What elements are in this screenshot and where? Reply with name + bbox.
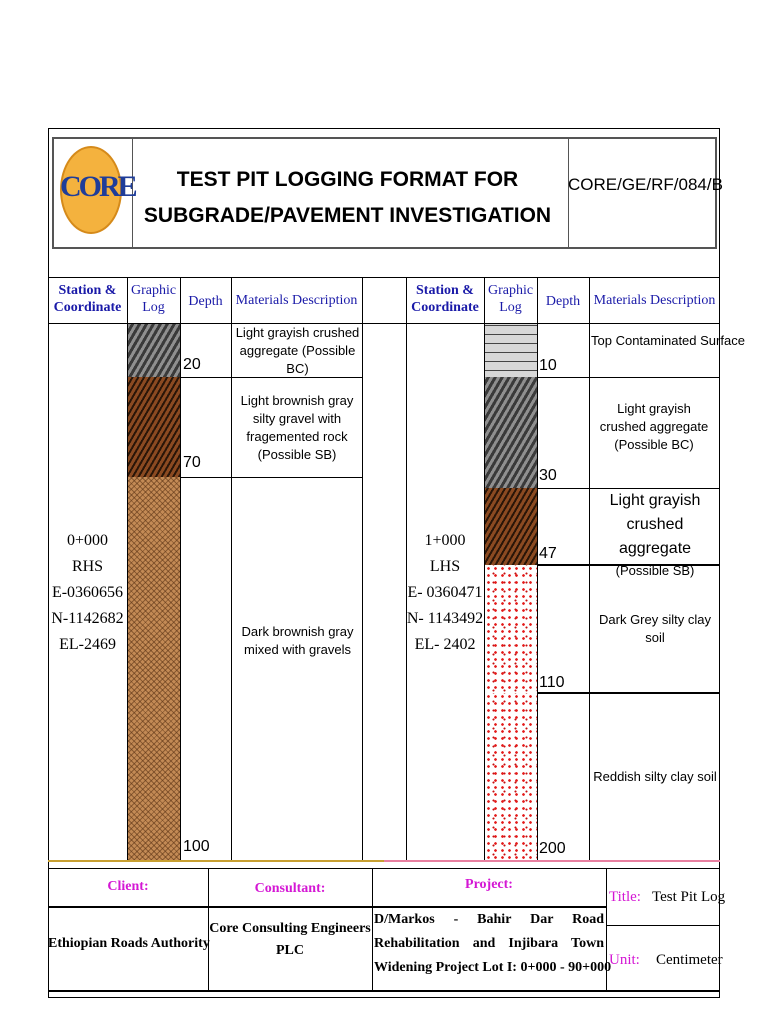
right-log-layer-2: [485, 377, 537, 488]
right-log-layer-3: [485, 488, 537, 565]
document-code: CORE/GE/RF/084/B: [568, 175, 723, 194]
footer-line: [606, 925, 720, 926]
right-depth-2: 30: [539, 467, 557, 484]
right-desc-3: Light grayish crushed aggregate (Possible SB): [609, 492, 701, 578]
right-depth-header: Depth: [545, 294, 581, 309]
right-desc-1: Top Contaminated Surface: [591, 333, 745, 348]
right-desc-2: Light grayish crushed aggregate (Possible BC): [599, 401, 709, 452]
col-line: [537, 277, 538, 860]
right-desc-4: Dark Grey silty clay soil: [599, 612, 711, 645]
right-log-layer-4: [485, 565, 537, 693]
col-line: [362, 277, 363, 860]
client-label: Client:: [107, 879, 149, 894]
client-value: Ethiopian Roads Authority: [48, 936, 210, 951]
consultant-label: Consultant:: [254, 881, 326, 896]
right-log-layer-5: [485, 693, 537, 860]
col-line: [180, 277, 181, 860]
divider-gold: [48, 860, 384, 862]
left-station-header: Station & Coordinate: [53, 283, 122, 315]
left-log-layer-2: [128, 377, 180, 477]
footer-line: [48, 990, 720, 992]
divider-pink: [384, 860, 720, 862]
unit-label: Unit:: [609, 952, 640, 968]
left-desc-3: Dark brownish gray mixed with gravels: [241, 624, 354, 657]
right-station-header: Station & Coordinate: [411, 283, 479, 315]
left-graphic-header: Graphic Log: [130, 283, 177, 315]
left-depth-3: 100: [183, 838, 210, 855]
left-depth-2: 70: [183, 454, 201, 471]
right-depth-5: 200: [539, 840, 566, 857]
consultant-value: Core Consulting Engineers PLC: [209, 921, 371, 958]
right-log-layer-1: [485, 324, 537, 377]
page-title: [140, 162, 555, 234]
left-materials-header: Materials Description: [235, 293, 358, 308]
right-depth-1: 10: [539, 357, 557, 374]
right-depth-3: 47: [539, 545, 557, 562]
right-depth-4: 110: [539, 674, 565, 691]
title-value: Test Pit Log: [652, 889, 726, 905]
table-top-line: [48, 277, 720, 278]
right-desc-5: Reddish silty clay soil: [593, 769, 717, 784]
title-label: Title:: [609, 889, 641, 905]
left-desc-1: Light grayish crushed aggregate (Possible BC): [235, 324, 360, 376]
left-log-layer-3: [128, 477, 180, 860]
footer-line: [48, 868, 720, 869]
unit-value: Centimeter: [656, 952, 723, 968]
left-station-coordinate: 0+000 RHS E-0360656 N-1142682 EL-2469: [51, 532, 124, 653]
right-graphic-header: Graphic Log: [487, 283, 534, 315]
project-value: D/Markos - Bahir Dar Road Rehabilitation and Injibara Town Widening Project Lot I: 0+000 - 90+000: [374, 912, 612, 975]
core-logo-text: CORE: [60, 170, 135, 203]
title-line-1: TEST PIT LOGGING FORMAT FOR: [176, 168, 519, 191]
right-station-coordinate: 1+000 LHS E- 0360471 N- 1143492 EL- 2402: [406, 532, 484, 653]
left-log-layer-1: [128, 324, 180, 377]
title-line-2: SUBGRADE/PAVEMENT INVESTIGATION: [143, 204, 552, 227]
project-label: Project:: [465, 877, 513, 892]
col-line: [231, 277, 232, 860]
left-desc-2: Light brownish gray silty gravel with fragemented rock (Possible SB): [240, 393, 354, 462]
left-depth-1: 20: [183, 356, 201, 373]
layer-line: [537, 377, 720, 378]
left-depth-header: Depth: [188, 294, 223, 309]
right-materials-header: Materials Description: [593, 293, 716, 308]
